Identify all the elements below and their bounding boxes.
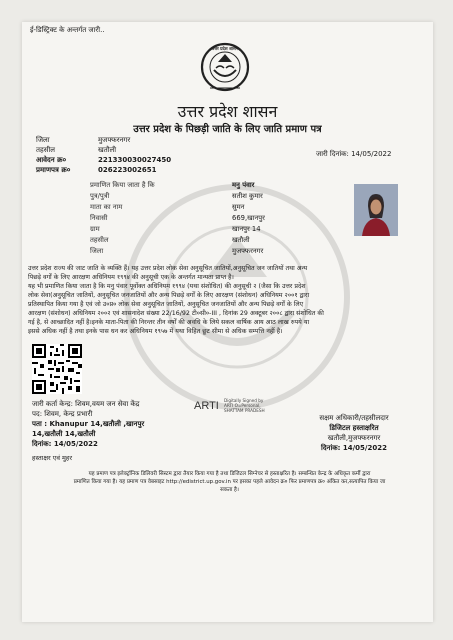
- detail-row-village: ग्राम खानपुर 14: [90, 225, 261, 233]
- header-row-application-no: आवेदन क्र० 221330030027450: [36, 156, 172, 164]
- detail-row-resident: निवासी 669,खानपुर: [90, 214, 265, 222]
- signatory-block: सक्षम अधिकारी/तहसीलदार डिजिटल हस्ताक्षरित खतौली,मुजफ्फरनगर दिनांक: 14/05/2022: [319, 414, 389, 452]
- detail-row-tehsil: तहसील खतौली: [90, 236, 250, 244]
- detail-row-father: पुत्र/पुत्री सतीश कुमार: [90, 192, 263, 200]
- header-info: [36, 136, 236, 184]
- certificate-body-text: उत्तर प्रदेश राज्य की जाट जाति के व्यक्ति हैं। यह उत्तर प्रदेश लोक सेवा अनुसूचित जातियों,अनुसूचित जन जातियों तथा अन्य पिछड़े वर्गों के लिए आरक्षण अधिनियम १९९४ की अनुसूची एक के अन्तर्गत मान्यता प्राप्त है। यह भी प्रमाणित किया जाता है कि मनु पंवार पूर्वोक्त अधिनियम १९९४ (यथा संशोधित) की अनुसूची २ (जैसा कि उत्तर प्रदेश लोक सेवा(अनुसूचित जातियों, अनुसूचित जनजातियों और अन्य पिछड़े वर्गों के लिए आरक्षण (संशोधन) अधिनियम २००१ द्वारा प्रतिस्थापित किया गया है एवं जो उ०प्र० लोक सेवा अनुसूचित जातियों, अनुसूचित जनजातियों और अन्य पिछड़े वर्गों के लिए आरक्षण (संशोधन) अधिनियम २००२ एवं शासनादेश संख्या 22/16/92 टी०सी०-III , दिनांक 29 अक्टूबर २००८ द्वारा संशोधित की गई है, से आच्छादित नहीं है।इनके माता-पिता की निरन्तर तीन वर्षों की अवधि के लिये सकल वार्षिक आय आठ लाख रुपये या इससे अधिक नहीं है तथा इनके पास धन कर अधिनियम १९५७ में यथा विहित छूट सीमा से अधिक सम्पत्ति नहीं है।: [28, 265, 324, 335]
- applicant-photo: [354, 184, 398, 236]
- arti-digital-signature: ARTI Digitally Signed by ARTI O=Personal, SHATTAM PRADESH: [194, 398, 265, 413]
- verification-footer: यह प्रमाण पत्र इलेक्ट्रॉनिक डिलिवरी सिस्टम द्वारा तैयार किया गया है तथा डिजिटल सिग्नेचर से हस्ताक्षरित है। सम्बन्धित केन्द्र के अधिकृत कर्मी द्वारा प्रमाणित किया गया है। यह प्रमाण पत्र वेबसाइट http://edistrict.up.gov.in पर इसका पहले आवेदन क्र० फिर प्रमाणपत्र क्र० अंकित कर,सत्यापित किया जा सकता है।: [73, 471, 386, 493]
- qr-code: [32, 344, 82, 394]
- signature-seal-label: हस्ताक्षर एवं मुहर: [32, 454, 73, 462]
- detail-row-name: प्रमाणित किया जाता है कि मनु पंवार: [90, 181, 255, 189]
- header-row-district: जिला मुजफ्फरनगर: [36, 136, 131, 144]
- edistrict-note: ई-डिस्ट्रिक्ट के अन्तर्गत जारी..: [30, 26, 105, 34]
- issue-date-top: जारी दिनांक: 14/05/2022: [316, 150, 392, 158]
- document-subtitle: उत्तर प्रदेश के पिछड़ी जाति के लिए जाति प्रमाण पत्र: [133, 124, 322, 135]
- arti-logo: ARTI: [194, 400, 219, 412]
- detail-row-mother: माता का नाम सुमन: [90, 203, 245, 211]
- issuing-centre-block: जारी कर्ता केन्द्र: शिवम,वयम जन सेवा केंद्र पद: शिवम, केन्द्र प्रभारी पता : Khanupur 14,खतौली ,खानपुर 14,खतौली 14,खतौली दिनांक: 14/05/2022 हस्ताक्षर एवं मुहर: [32, 400, 145, 462]
- header-row-certificate-no: प्रमाणपत्र क्र० 026223002651: [36, 166, 157, 174]
- certificate-page: [22, 22, 433, 622]
- svg-text:उत्तर प्रदेश शासन: उत्तर प्रदेश शासन: [211, 46, 239, 51]
- detail-row-district: जिला मुजफ्फरनगर: [90, 247, 264, 255]
- header-row-tehsil: तहसील खतौली: [36, 146, 117, 154]
- state-emblem-seal: [200, 42, 250, 96]
- document-title: उत्तर प्रदेश शासन: [177, 102, 278, 121]
